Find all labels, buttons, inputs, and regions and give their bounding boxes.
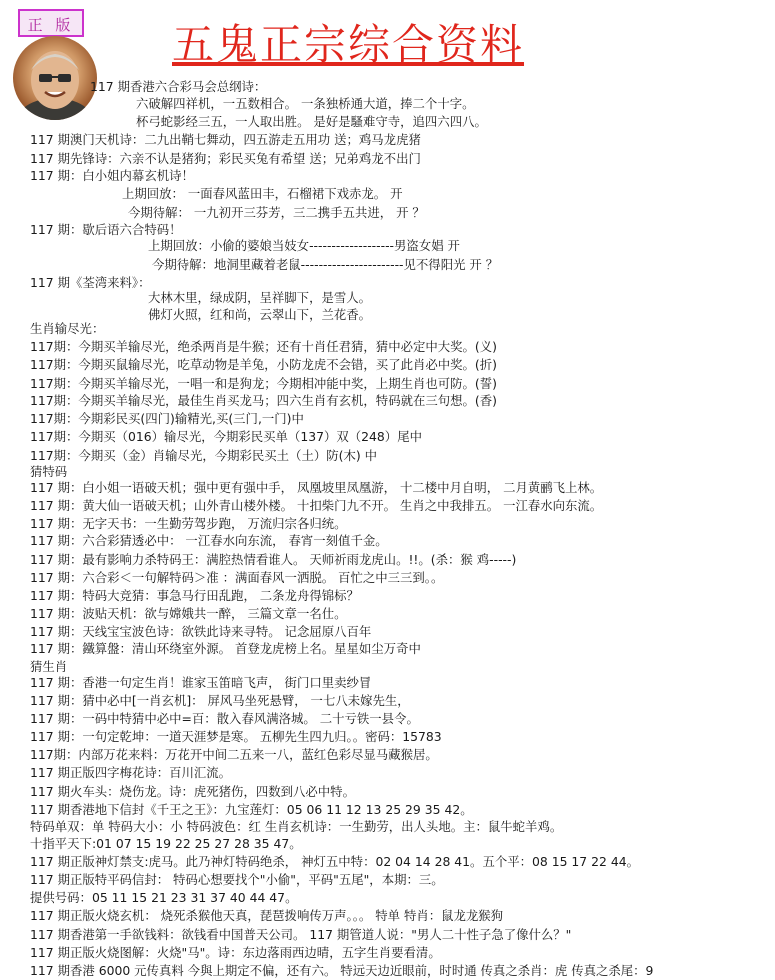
content-line: 117 期：天线宝宝波色诗：欲铁此诗来寻特。 记念屈原八百年	[30, 624, 372, 640]
content-line: 117 期：白小姐一语破天机；强中更有强中手， 凤凰坡里凤凰游， 十二楼中月自明， 二月黄鹂飞上林。	[30, 480, 603, 495]
content-line: 117 期：鐵算盤：清山环绕室外源。 首登龙虎榜上名。星星如尘万奇中	[30, 641, 421, 657]
content-line: 今期待解：地洞里藏着老鼠-----------------------见不得阳光 开 ？	[152, 256, 499, 272]
content-line: 六破解四祥机，一五数相合。 一条独桥通大道，捧二个十字。	[136, 96, 475, 112]
content-line: 117 期：歇后语六合特码！	[30, 222, 182, 238]
content-line: 117期：今期买鼠输尽光，吃草动物是羊兔，小防龙虎不会错，买了此肖必中奖。(折)	[30, 356, 497, 372]
content-line: 117 期香港六合彩马会总纲诗：	[90, 79, 267, 94]
content-line: 117期：今期买羊输尽光，一唱一和是狗龙；今期相冲能中奖，上期生肖也可防。(誓)	[30, 375, 497, 391]
content-line: 117 期正版四字梅花诗：百川汇流。	[30, 765, 232, 781]
content-line: 猜生肖	[30, 658, 68, 674]
content-line: 117 期：无字天书：一生勤劳驾步跑， 万流归宗各归统。	[30, 516, 347, 532]
content-line: 117期：今期买（金）肖输尽光，今期彩民买土（土）防(木) 中	[30, 448, 378, 464]
content-line: 117 期澳门天机诗：二九出鞘七舞动，四五游走五用功 送；鸡马龙虎猪	[30, 131, 421, 147]
content-line: 117 期：一码中特猜中必中=百：散入春风满洛城。 二十亏铁一县令。	[30, 711, 419, 726]
content-line: 117 期：香港一句定生肖！谁家玉笛暗飞声， 街门口里卖纱冒	[30, 674, 372, 690]
content-line: 117期：今期买羊输尽光，绝杀两肖是牛猴；还有十肖任君猜，猜中必定中大奖。(义)	[30, 338, 497, 354]
content-line: 117 期火车头：烧伤龙。诗：虎死猪伤，四数到八必中特。	[30, 783, 355, 799]
content-line: 117 期：六合彩＜一句解特码＞准 ：满面春风一洒脱。 百忙之中三三到。。	[30, 569, 444, 585]
content-line: 生肖输尽光：	[30, 320, 105, 336]
content-line: 117 期：白小姐内幕玄机诗！	[30, 167, 194, 183]
content-line: 117 期《荃湾来料》：	[30, 274, 151, 290]
content-line: 117 期：六合彩猜透必中： 一江春水向东流， 春宵一刻值千金。	[30, 533, 388, 549]
content-line: 十指平天下:01 07 15 19 22 25 27 28 35 47。	[30, 836, 302, 851]
content-line: 杯弓蛇影经三五，一人取出胜。 是好是騷难守寺，追四六四八。	[136, 114, 487, 130]
content-line: 117 期：特码大竞猜：事急马行田乱跑， 二条龙舟得锦标？	[30, 587, 359, 603]
content-line: 117 期：最有影响力杀特码王：满腔热情看谁人。 天师祈雨龙虎山。!!。(杀：猴 鸡-----)	[30, 551, 517, 567]
content-line: 117期：今期买羊输尽光，最佳生肖买龙马；四六生肖有玄机，特码就在三句想。(香)	[30, 393, 497, 409]
content-line: 提供号码：05 11 15 21 23 31 37 40 44 47。	[30, 889, 298, 905]
content-line: 117 期香港第一手欲钱料：欲钱看中国普天公司。 117 期管道人说："男人二十性子急了像什么？"	[30, 926, 572, 942]
edition-badge: 正 版	[18, 9, 84, 37]
content-line: 117期：今期买（016）输尽光，今期彩民买单（137）双（248）尾中	[30, 429, 422, 445]
content-line: 117期：今期彩民买(四门)输精光,买(三门,一门)中	[30, 411, 304, 427]
page-title: 五鬼正宗综合资料	[172, 20, 525, 69]
content-line: 佛灯火照，红和尚，云翠山下，兰花香。	[148, 307, 372, 323]
content-line: 猜特码	[30, 463, 68, 479]
content-line: 特码单双：单 特码大小：小 特码波色：红 生肖玄机诗：一生勤劳，出人头地。主：鼠牛蛇羊鸡。	[30, 818, 563, 834]
content-line: 117 期：猜中必中[一肖玄机]： 屏风马坐死悬臂， 一七八未嫁先生，	[30, 692, 410, 708]
content-line: 117 期香港地下信封《千王之王》：九宝莲灯：05 06 11 12 13 25 29 35 42。	[30, 801, 473, 817]
content-line: 今期待解： 一九初开三芬芳，三二携手五共进， 开 ？	[128, 205, 425, 220]
content-line: 117期：内部万花来料：万花开中间二五来一八，蓝红色彩尽显马藏猴居。	[30, 747, 438, 763]
content-line: 117 期：波贴天机：欲与嫦娥共一醉， 三篇文章一名仕。	[30, 606, 347, 621]
content-line: 117 期正版火烧图解：火烧"马"。诗：东边落雨西边晴，五字生肖要看清。	[30, 944, 441, 960]
content-line: 117 期：黄大仙一语破天机；山外青山楼外楼。 十扣柴门九不开。 生肖之中我排五。 一江春水向东流。	[30, 498, 603, 514]
content-line: 117 期香港 6000 元传真料 今與上期定不偏，还有六。 特远天边近眼前，时时通 传真之杀肖：虎 传真之杀尾：9	[30, 963, 654, 978]
content-line: 117 期正版特平码信封： 特码心想要找个"小偷"，平码"五尾"，本期：三。	[30, 872, 444, 888]
content-line: 大林木里，绿成阴，呈祥脚下，是雪人。	[148, 290, 372, 305]
content-line: 上期回放：小偷的婆娘当妓女-------------------男盗女娼 开	[148, 238, 460, 254]
content-line: 上期回放： 一面春风蓝田丰，石榴裙下戏赤龙。 开	[122, 185, 403, 201]
content-line: 117 期：一句定乾坤：一道天涯梦是寒。 五柳先生四九归。。密码：15783	[30, 729, 442, 745]
content-line: 117 期正版火烧玄机： 烧死杀猴他天真，琵琶拨响传万声。。。 特单 特肖：鼠龙龙猴狗	[30, 907, 504, 923]
content-line: 117 期先锋诗：六亲不认是猪狗；彩民买兔有希望 送；兄弟鸡龙不出门	[30, 150, 421, 166]
content-line: 117 期正版神灯禁支:虎马。此乃神灯特码绝杀， 神灯五中特：02 04 14 28 41。五个平：08 15 17 22 44。	[30, 854, 639, 870]
